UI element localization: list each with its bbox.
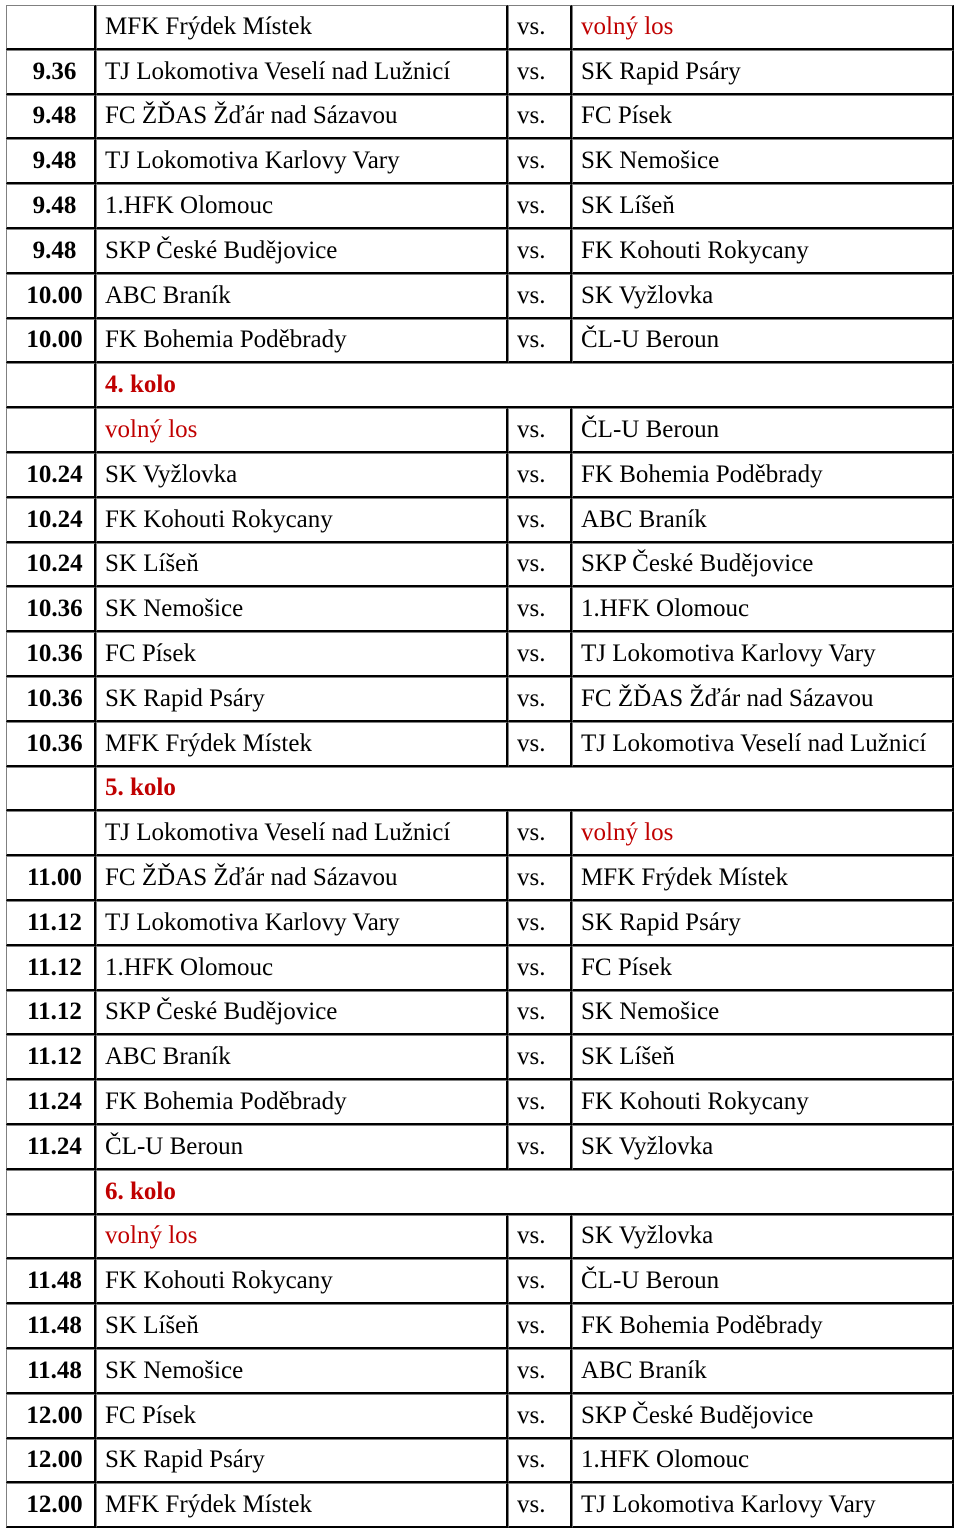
- match-row: [6, 677, 954, 722]
- away-team: FC Písek: [572, 95, 954, 140]
- home-team: SK Rapid Psáry: [96, 1439, 508, 1484]
- away-team: FK Kohouti Rokycany: [572, 229, 954, 274]
- away-team: SK Rapid Psáry: [572, 901, 954, 946]
- versus-label: vs.: [508, 722, 572, 767]
- away-team: ABC Braník: [572, 498, 954, 543]
- away-team: 1.HFK Olomouc: [572, 587, 954, 632]
- match-row: [6, 901, 954, 946]
- home-team: SK Líšeň: [96, 543, 508, 588]
- versus-label: vs.: [508, 1125, 572, 1170]
- versus-label: vs.: [508, 1259, 572, 1304]
- home-team: FK Kohouti Rokycany: [96, 498, 508, 543]
- match-row: [6, 95, 954, 140]
- home-team: MFK Frýdek Místek: [96, 722, 508, 767]
- versus-label: vs.: [508, 184, 572, 229]
- home-team: FK Bohemia Poděbrady: [96, 319, 508, 364]
- away-team: FC ŽĎAS Žďár nad Sázavou: [572, 677, 954, 722]
- kickoff-time: 10.24: [6, 498, 96, 543]
- versus-label: vs.: [508, 1080, 572, 1125]
- away-team: SKP České Budějovice: [572, 1394, 954, 1439]
- away-team: SK Líšeň: [572, 184, 954, 229]
- kickoff-time: [6, 5, 96, 50]
- away-team: TJ Lokomotiva Karlovy Vary: [572, 632, 954, 677]
- match-row: [6, 991, 954, 1036]
- kickoff-time: [6, 1215, 96, 1260]
- kickoff-time: 10.36: [6, 632, 96, 677]
- match-row: [6, 1125, 954, 1170]
- away-team: FC Písek: [572, 946, 954, 991]
- home-team: TJ Lokomotiva Karlovy Vary: [96, 901, 508, 946]
- away-team: FK Bohemia Poděbrady: [572, 1304, 954, 1349]
- round-header-row: [6, 767, 954, 812]
- kickoff-time: 10.24: [6, 543, 96, 588]
- kickoff-time: 10.00: [6, 319, 96, 364]
- kickoff-time: 12.00: [6, 1439, 96, 1484]
- round-label: 6. kolo: [96, 1170, 954, 1215]
- versus-label: vs.: [508, 543, 572, 588]
- round-time-cell: [6, 1170, 96, 1215]
- home-team: SKP České Budějovice: [96, 229, 508, 274]
- match-row: [6, 453, 954, 498]
- home-team: ABC Braník: [96, 1035, 508, 1080]
- versus-label: vs.: [508, 1483, 572, 1528]
- kickoff-time: 9.48: [6, 139, 96, 184]
- round-time-cell: [6, 767, 96, 812]
- versus-label: vs.: [508, 1439, 572, 1484]
- kickoff-time: 11.24: [6, 1125, 96, 1170]
- away-team: ČL-U Beroun: [572, 319, 954, 364]
- kickoff-time: [6, 811, 96, 856]
- match-row: [6, 1483, 954, 1528]
- home-team: volný los: [96, 408, 508, 453]
- versus-label: vs.: [508, 274, 572, 319]
- kickoff-time: 10.24: [6, 453, 96, 498]
- schedule-body: [6, 5, 954, 1528]
- home-team: MFK Frýdek Místek: [96, 5, 508, 50]
- kickoff-time: 11.00: [6, 856, 96, 901]
- away-team: FK Bohemia Poděbrady: [572, 453, 954, 498]
- match-row: [6, 498, 954, 543]
- versus-label: vs.: [508, 1304, 572, 1349]
- round-label: 4. kolo: [96, 363, 954, 408]
- match-row: [6, 1259, 954, 1304]
- match-row: [6, 1349, 954, 1394]
- home-team: FK Kohouti Rokycany: [96, 1259, 508, 1304]
- kickoff-time: 10.36: [6, 587, 96, 632]
- match-row: [6, 5, 954, 50]
- kickoff-time: 10.36: [6, 677, 96, 722]
- kickoff-time: [6, 408, 96, 453]
- home-team: FC Písek: [96, 1394, 508, 1439]
- home-team: SK Rapid Psáry: [96, 677, 508, 722]
- versus-label: vs.: [508, 991, 572, 1036]
- kickoff-time: 11.48: [6, 1304, 96, 1349]
- away-team: TJ Lokomotiva Veselí nad Lužnicí: [572, 722, 954, 767]
- versus-label: vs.: [508, 5, 572, 50]
- kickoff-time: 9.48: [6, 229, 96, 274]
- versus-label: vs.: [508, 139, 572, 184]
- home-team: FC Písek: [96, 632, 508, 677]
- versus-label: vs.: [508, 50, 572, 95]
- away-team: SK Rapid Psáry: [572, 50, 954, 95]
- home-team: TJ Lokomotiva Veselí nad Lužnicí: [96, 811, 508, 856]
- versus-label: vs.: [508, 408, 572, 453]
- home-team: volný los: [96, 1215, 508, 1260]
- round-header-row: [6, 363, 954, 408]
- away-team: SK Vyžlovka: [572, 1125, 954, 1170]
- kickoff-time: 11.12: [6, 946, 96, 991]
- versus-label: vs.: [508, 1215, 572, 1260]
- home-team: 1.HFK Olomouc: [96, 184, 508, 229]
- match-row: [6, 229, 954, 274]
- home-team: TJ Lokomotiva Karlovy Vary: [96, 139, 508, 184]
- versus-label: vs.: [508, 856, 572, 901]
- match-row: [6, 587, 954, 632]
- home-team: SKP České Budějovice: [96, 991, 508, 1036]
- kickoff-time: 9.36: [6, 50, 96, 95]
- versus-label: vs.: [508, 1035, 572, 1080]
- versus-label: vs.: [508, 677, 572, 722]
- match-row: [6, 1439, 954, 1484]
- versus-label: vs.: [508, 946, 572, 991]
- home-team: SK Nemošice: [96, 1349, 508, 1394]
- home-team: SK Nemošice: [96, 587, 508, 632]
- kickoff-time: 9.48: [6, 95, 96, 140]
- match-row: [6, 946, 954, 991]
- match-row: [6, 856, 954, 901]
- versus-label: vs.: [508, 811, 572, 856]
- away-team: SK Líšeň: [572, 1035, 954, 1080]
- kickoff-time: 11.24: [6, 1080, 96, 1125]
- versus-label: vs.: [508, 632, 572, 677]
- versus-label: vs.: [508, 498, 572, 543]
- match-row: [6, 1215, 954, 1260]
- kickoff-time: 12.00: [6, 1394, 96, 1439]
- versus-label: vs.: [508, 1394, 572, 1439]
- round-label: 5. kolo: [96, 767, 954, 812]
- kickoff-time: 11.48: [6, 1349, 96, 1394]
- match-row: [6, 184, 954, 229]
- versus-label: vs.: [508, 95, 572, 140]
- home-team: FK Bohemia Poděbrady: [96, 1080, 508, 1125]
- away-team: SK Vyžlovka: [572, 274, 954, 319]
- home-team: ABC Braník: [96, 274, 508, 319]
- away-team: ČL-U Beroun: [572, 1259, 954, 1304]
- kickoff-time: 9.48: [6, 184, 96, 229]
- away-team: SK Nemošice: [572, 139, 954, 184]
- kickoff-time: 11.12: [6, 901, 96, 946]
- home-team: FC ŽĎAS Žďár nad Sázavou: [96, 95, 508, 140]
- match-row: [6, 722, 954, 767]
- versus-label: vs.: [508, 453, 572, 498]
- match-row: [6, 1035, 954, 1080]
- away-team: ČL-U Beroun: [572, 408, 954, 453]
- match-row: [6, 408, 954, 453]
- kickoff-time: 10.00: [6, 274, 96, 319]
- kickoff-time: 11.48: [6, 1259, 96, 1304]
- home-team: SK Vyžlovka: [96, 453, 508, 498]
- match-row: [6, 319, 954, 364]
- kickoff-time: 10.36: [6, 722, 96, 767]
- kickoff-time: 12.00: [6, 1483, 96, 1528]
- versus-label: vs.: [508, 1349, 572, 1394]
- kickoff-time: 11.12: [6, 991, 96, 1036]
- versus-label: vs.: [508, 901, 572, 946]
- versus-label: vs.: [508, 229, 572, 274]
- match-row: [6, 543, 954, 588]
- match-schedule-table: [6, 5, 954, 1528]
- match-row: [6, 811, 954, 856]
- match-row: [6, 1080, 954, 1125]
- match-row: [6, 1304, 954, 1349]
- match-row: [6, 1394, 954, 1439]
- away-team: 1.HFK Olomouc: [572, 1439, 954, 1484]
- home-team: SK Líšeň: [96, 1304, 508, 1349]
- home-team: FC ŽĎAS Žďár nad Sázavou: [96, 856, 508, 901]
- home-team: 1.HFK Olomouc: [96, 946, 508, 991]
- kickoff-time: 11.12: [6, 1035, 96, 1080]
- round-time-cell: [6, 363, 96, 408]
- versus-label: vs.: [508, 319, 572, 364]
- away-team: SKP České Budějovice: [572, 543, 954, 588]
- away-team: FK Kohouti Rokycany: [572, 1080, 954, 1125]
- away-team: TJ Lokomotiva Karlovy Vary: [572, 1483, 954, 1528]
- round-header-row: [6, 1170, 954, 1215]
- home-team: MFK Frýdek Místek: [96, 1483, 508, 1528]
- home-team: ČL-U Beroun: [96, 1125, 508, 1170]
- match-row: [6, 274, 954, 319]
- home-team: TJ Lokomotiva Veselí nad Lužnicí: [96, 50, 508, 95]
- versus-label: vs.: [508, 587, 572, 632]
- match-row: [6, 50, 954, 95]
- away-team: SK Vyžlovka: [572, 1215, 954, 1260]
- match-row: [6, 139, 954, 184]
- away-team: volný los: [572, 811, 954, 856]
- away-team: MFK Frýdek Místek: [572, 856, 954, 901]
- away-team: volný los: [572, 5, 954, 50]
- match-row: [6, 632, 954, 677]
- away-team: SK Nemošice: [572, 991, 954, 1036]
- away-team: ABC Braník: [572, 1349, 954, 1394]
